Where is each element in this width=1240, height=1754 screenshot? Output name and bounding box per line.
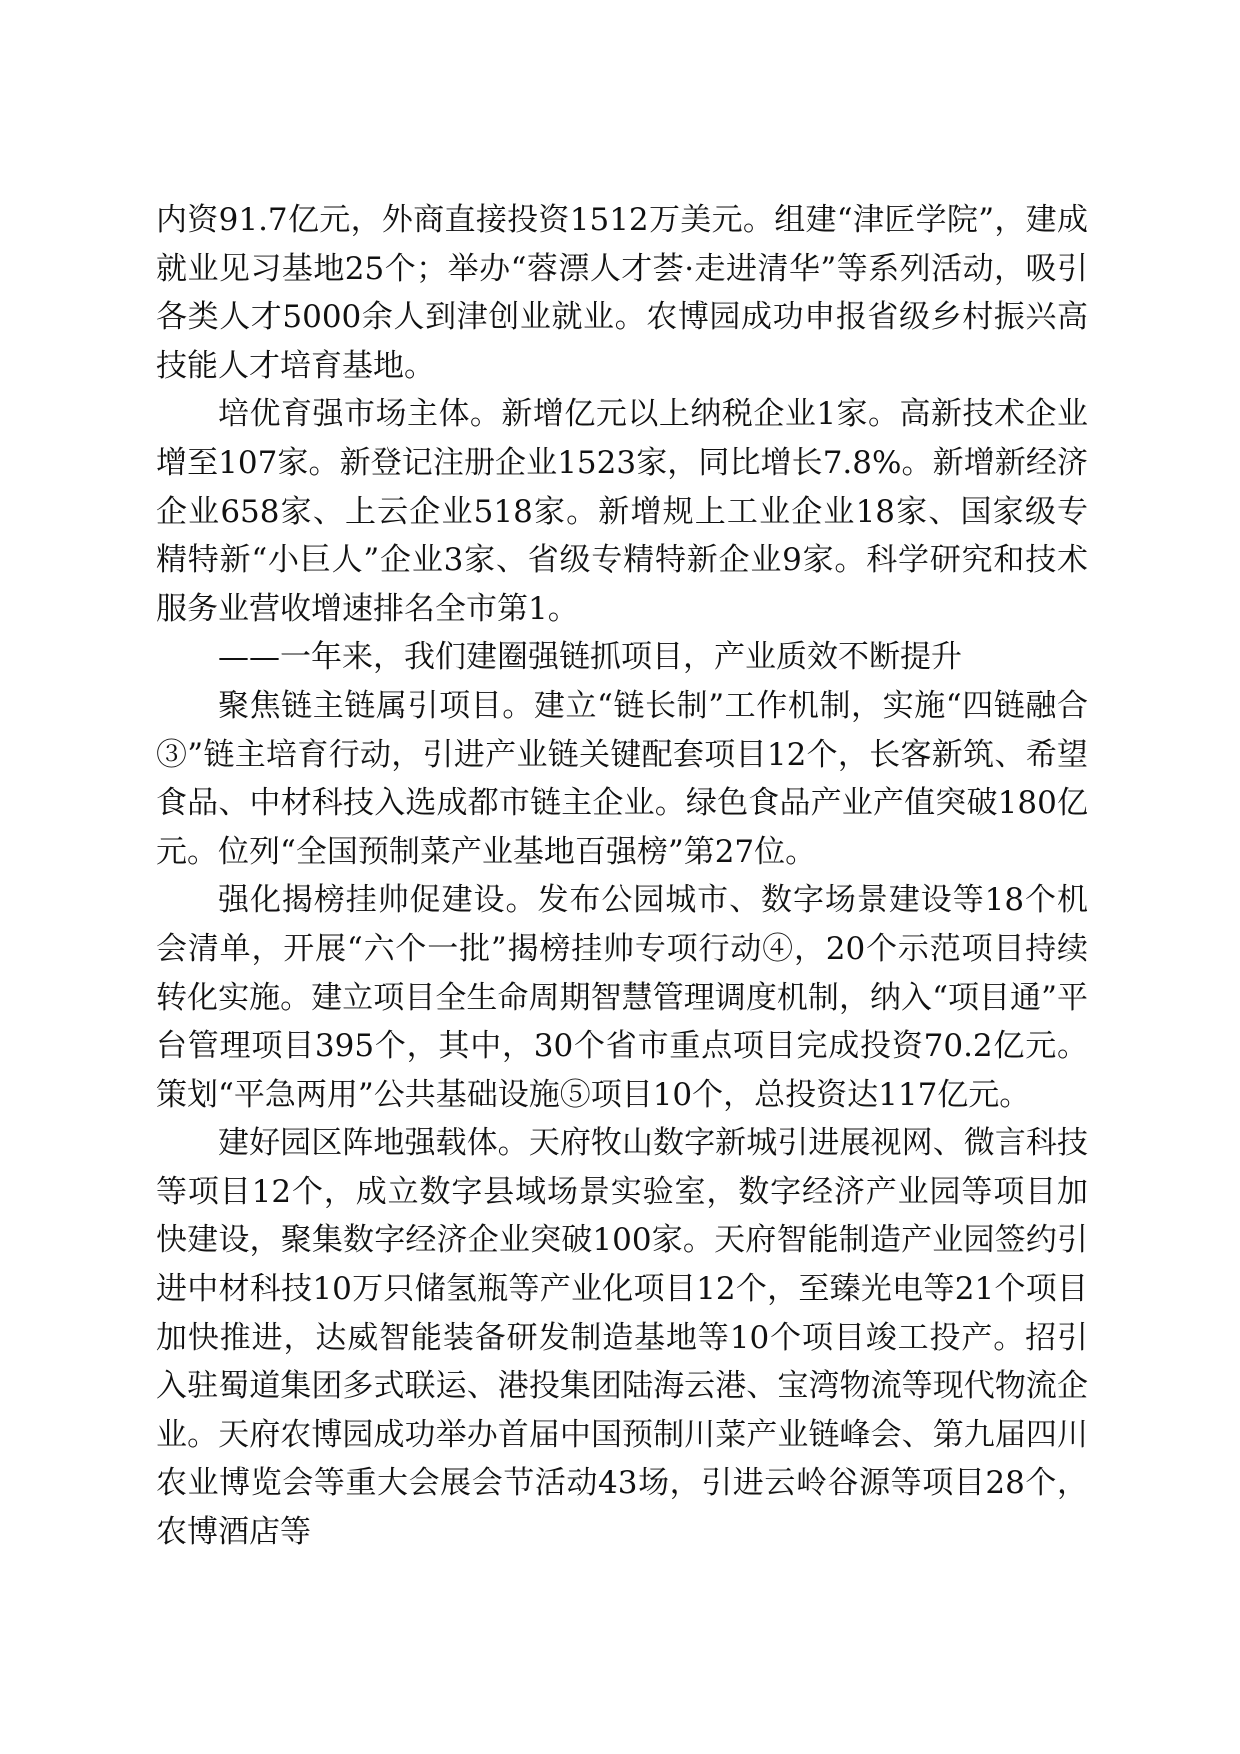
paragraph-market-entities: 培优育强市场主体。新增亿元以上纳税企业1家。高新技术企业增至107家。新登记注册企业1523家，同比增长7.8%。新增新经济企业658家、上云企业518家。新增规上工业企业18家、国家级专精特新“小巨人”企业3家、省级专精特新企业9家。科学研究和技术服务业营收增速排名全市第1。 (156, 396, 1088, 627)
paragraph-industrial-parks: 建好园区阵地强载体。天府牧山数字新城引进展视网、微言科技等项目12个，成立数字县域场景实验室，数字经济产业园等项目加快建设，聚集数字经济企业突破100家。天府智能制造产业园签约引进中材科技10万只储氢瓶等产业化项目12个，至臻光电等21个项目加快推进，达威智能装备研发制造基地等10个项目竣工投产。招引入驻蜀道集团多式联运、港投集团陆海云港、宝湾物流等现代物流企业。天府农博园成功举办首届中国预制川菜产业链峰会、第九届四川农业博览会等重大会展会节活动43场，引进云岭谷源等项目28个，农博酒店等 (156, 1125, 1088, 1551)
section-heading-industry-chain: ——一年来，我们建圈强链抓项目，产业质效不断提升 (218, 639, 962, 676)
paragraph-talent-investment: 内资91.7亿元，外商直接投资1512万美元。组建“津匠学院”，建成就业见习基地25个；举办“蓉漂人才荟·走进清华”等系列活动，吸引各类人才5000余人到津创业就业。农博园成功申报省级乡村振兴高技能人才培育基地。 (156, 202, 1088, 384)
paragraph-project-construction: 强化揭榜挂帅促建设。发布公园城市、数字场景建设等18个机会清单，开展“六个一批”揭榜挂帅专项行动④，20个示范项目持续转化实施。建立项目全生命周期智慧管理调度机制，纳入“项目通”平台管理项目395个，其中，30个省市重点项目完成投资70.2亿元。策划“平急两用”公共基础设施⑤项目10个，总投资达117亿元。 (156, 882, 1088, 1113)
paragraph-chain-leader-projects: 聚焦链主链属引项目。建立“链长制”工作机制，实施“四链融合③”链主培育行动，引进产业链关键配套项目12个，长客新筑、希望食品、中材科技入选成都市链主企业。绿色食品产业产值突破180亿元。位列“全国预制菜产业基地百强榜”第27位。 (156, 687, 1088, 870)
document-page (156, 196, 1088, 1557)
